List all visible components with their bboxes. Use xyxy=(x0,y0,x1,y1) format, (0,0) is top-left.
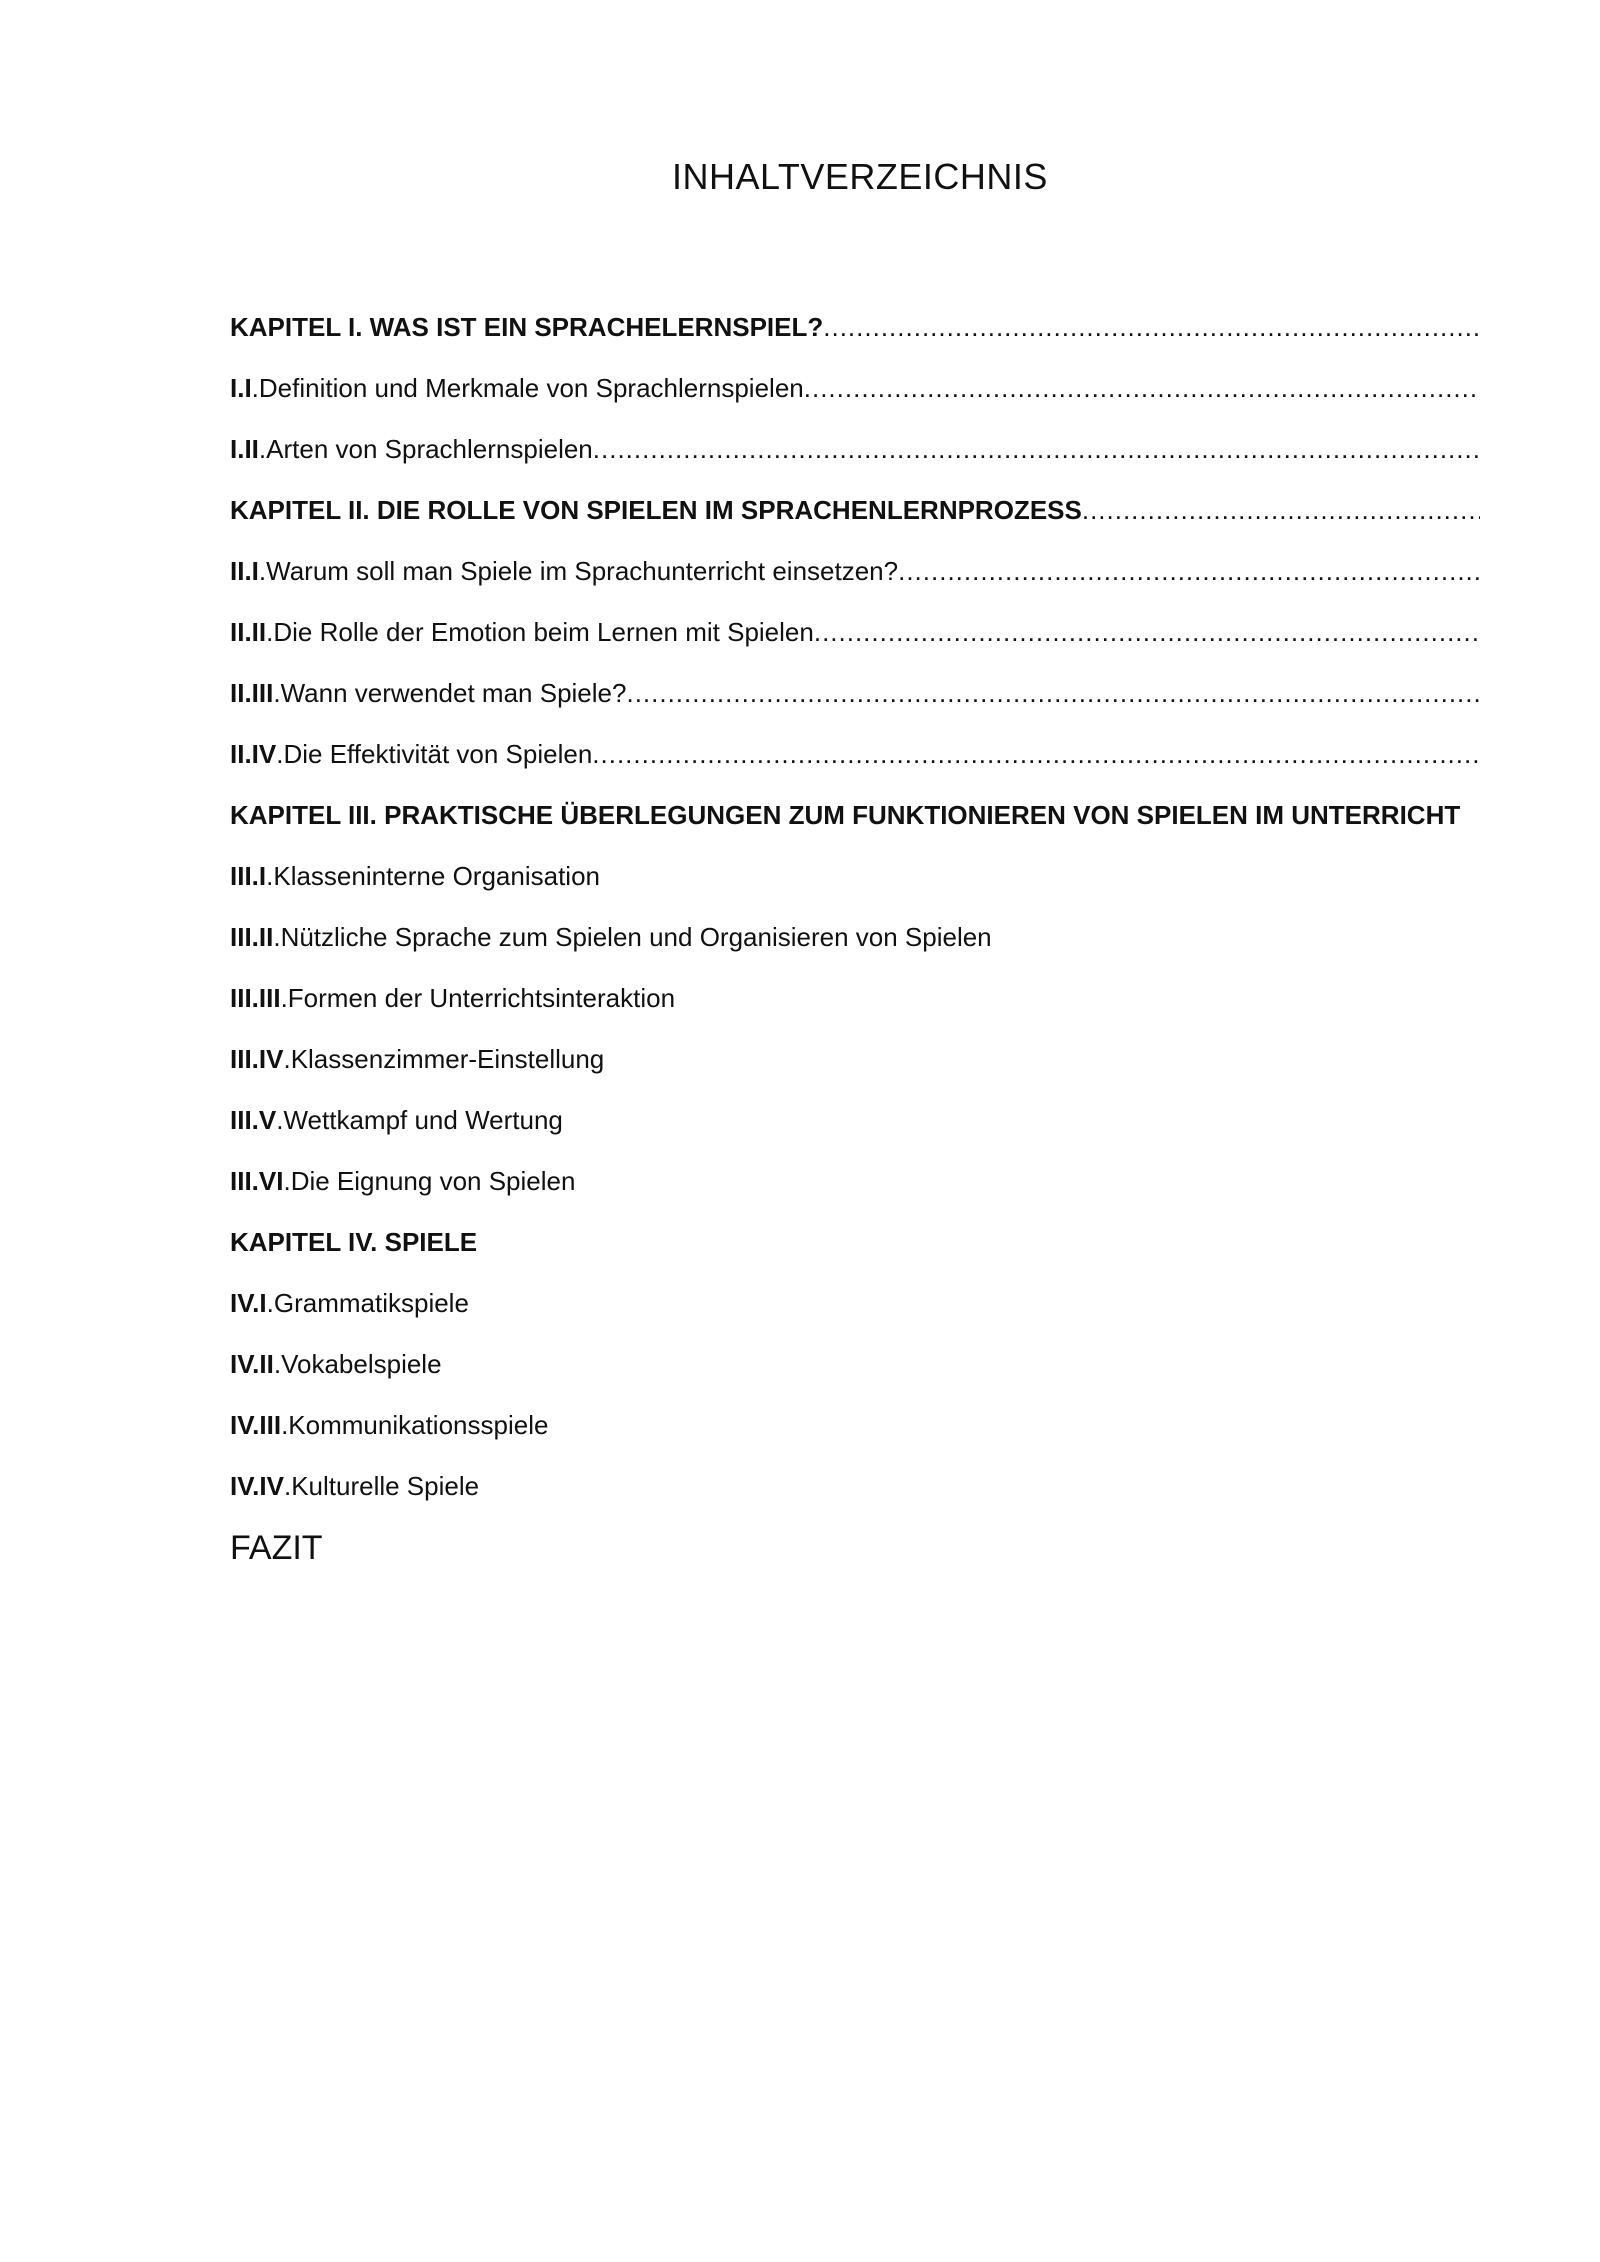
toc-entry-title: .Klassenzimmer-Einstellung xyxy=(283,1044,605,1074)
toc-entry-title: .Formen der Unterrichtsinteraktion xyxy=(280,983,676,1013)
toc-entry-title: .Warum soll man Spiele im Sprachunterricht einsetzen? xyxy=(258,556,899,586)
toc-chapter-entry xyxy=(230,493,1480,554)
toc-section-entry xyxy=(230,981,1480,1042)
toc-entry-number: III.IV xyxy=(230,1044,284,1074)
toc-entry-number: III.V xyxy=(230,1105,277,1135)
toc-entry-title: .Nützliche Sprache zum Spielen und Organisieren von Spielen xyxy=(273,922,992,952)
toc-chapter-entry xyxy=(230,798,1480,859)
toc-entry-title: .Grammatikspiele xyxy=(266,1288,469,1318)
toc-entry-title: .Wann verwendet man Spiele? xyxy=(273,678,627,708)
toc-entry-title: .Kulturelle Spiele xyxy=(283,1471,480,1501)
toc-dot-leader xyxy=(898,554,1480,588)
toc-section-entry xyxy=(230,676,1480,737)
toc-entry-title: .Die Rolle der Emotion beim Lernen mit Spielen xyxy=(266,617,814,647)
toc-entry-title: .Vokabelspiele xyxy=(273,1349,442,1379)
toc-entry-number: I.I xyxy=(230,373,252,403)
toc-entry-title: .Klasseninterne Organisation xyxy=(266,861,600,891)
toc-entry-number: IV.I xyxy=(230,1288,267,1318)
toc-section-entry xyxy=(230,1103,1480,1164)
page-title: INHALTVERZEICHNIS xyxy=(672,156,1048,197)
toc-entry-title: KAPITEL II. DIE ROLLE VON SPIELEN IM SPRACHENLERNPROZESS xyxy=(230,495,1082,525)
toc-entry-number: III.III xyxy=(230,983,281,1013)
toc-dot-leader xyxy=(804,371,1480,405)
toc-entry-number: II.IV xyxy=(230,739,277,769)
toc-entry-number: I.II xyxy=(230,434,259,464)
toc-dot-leader xyxy=(823,310,1480,344)
toc-entry-number: II.III xyxy=(230,678,274,708)
toc-section-entry xyxy=(230,615,1480,676)
toc-dot-leader xyxy=(593,432,1480,466)
toc-entry-title: KAPITEL IV. SPIELE xyxy=(230,1227,478,1257)
toc-section-entry xyxy=(230,1164,1480,1225)
toc-section-entry xyxy=(230,1347,1480,1408)
conclusion-heading: FAZIT xyxy=(230,1529,323,1567)
toc-entry-title: .Die Eignung von Spielen xyxy=(283,1166,576,1196)
toc-section-entry xyxy=(230,1286,1480,1347)
toc-entry-number: IV.III xyxy=(230,1410,282,1440)
toc-section-entry xyxy=(230,554,1480,615)
toc-entry-title: .Die Effektivität von Spielen xyxy=(276,739,593,769)
toc-entry-number: III.I xyxy=(230,861,267,891)
toc-dot-leader xyxy=(1082,493,1480,527)
toc-chapter-entry xyxy=(230,310,1480,371)
toc-entry-number: II.I xyxy=(230,556,259,586)
toc-section-entry xyxy=(230,1469,1480,1530)
toc-section-entry xyxy=(230,432,1480,493)
toc-entry-title: .Definition und Merkmale von Sprachlernspielen xyxy=(251,373,804,403)
toc-section-entry xyxy=(230,920,1480,981)
toc-section-entry xyxy=(230,1042,1480,1103)
toc-dot-leader xyxy=(814,615,1480,649)
toc-entry-title: KAPITEL I. WAS IST EIN SPRACHELERNSPIEL? xyxy=(230,312,824,342)
toc-entry-title: .Kommunikationsspiele xyxy=(281,1410,549,1440)
toc-chapter-entry xyxy=(230,1225,1480,1286)
toc-section-entry xyxy=(230,371,1480,432)
toc-dot-leader xyxy=(626,676,1480,710)
toc-section-entry xyxy=(230,859,1480,920)
toc-section-entry xyxy=(230,737,1480,798)
toc-entry-title: .Arten von Sprachlernspielen xyxy=(258,434,593,464)
toc-entry-title: KAPITEL III. PRAKTISCHE ÜBERLEGUNGEN ZUM FUNKTIONIEREN VON SPIELEN IM UNTERRICHT xyxy=(230,800,1461,830)
toc-entry-number: IV.II xyxy=(230,1349,274,1379)
toc-entry-number: III.VI xyxy=(230,1166,284,1196)
toc-dot-leader xyxy=(592,737,1480,771)
toc-entry-number: IV.IV xyxy=(230,1471,284,1501)
toc-entry-number: II.II xyxy=(230,617,267,647)
table-of-contents xyxy=(230,310,1480,1530)
toc-entry-number: III.II xyxy=(230,922,274,952)
toc-section-entry xyxy=(230,1408,1480,1469)
toc-entry-title: .Wettkampf und Wertung xyxy=(276,1105,563,1135)
